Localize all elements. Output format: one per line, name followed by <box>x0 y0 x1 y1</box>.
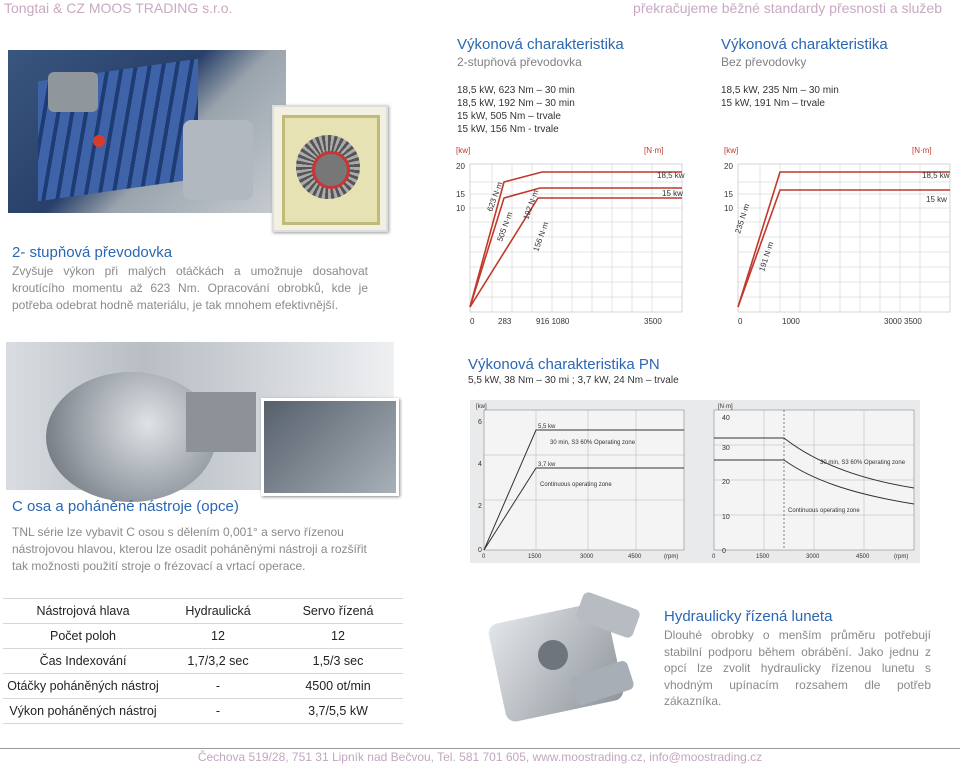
pn-power-chart <box>470 400 692 563</box>
table-cell: 12 <box>273 624 403 649</box>
table-header-row <box>3 599 403 624</box>
x-tick: 916 1080 <box>536 317 570 326</box>
zone-label: Continuous operating zone <box>540 482 612 488</box>
y-tick: 0 <box>722 548 726 555</box>
series-label: 15 kw <box>662 189 683 198</box>
chuck <box>183 120 253 200</box>
x-tick: 1000 <box>782 317 800 326</box>
series-label: 3,7 kw <box>538 462 556 468</box>
y-tick: 15 <box>456 190 465 199</box>
steady-rest-photo <box>478 592 648 724</box>
y-tick: 15 <box>724 190 733 199</box>
y-unit-left: [kw] <box>456 146 471 155</box>
nogearbox-title: Výkonová charakteristika <box>721 36 888 53</box>
nogearbox-power-chart <box>720 142 960 330</box>
spec-line: 15 kW, 191 Nm – trvale <box>721 98 825 109</box>
torque-label: 191 N·m <box>757 240 776 273</box>
spec-line: 18,5 kW, 192 Nm – 30 min <box>457 98 575 109</box>
y-tick: 40 <box>722 415 730 422</box>
series-label: 15 kw <box>926 195 947 204</box>
y-unit-right: [N·m] <box>644 146 664 155</box>
x-tick: 3000 3500 <box>884 317 922 326</box>
spec-line: 18,5 kW, 235 Nm – 30 min <box>721 85 839 96</box>
lathe-spindle-photo <box>8 50 286 213</box>
c-axis-title: C osa a poháněné nástroje (opce) <box>12 498 239 515</box>
table-header-cell: Nástrojová hlava <box>3 599 163 624</box>
spec-line: 18,5 kW, 623 Nm – 30 min <box>457 85 575 96</box>
live-tool-inset <box>261 398 399 496</box>
y-tick: 2 <box>478 503 482 510</box>
y-unit-right: [N·m] <box>912 146 932 155</box>
gearbox2-specs <box>457 84 575 136</box>
table-cell: Počet poloh <box>3 624 163 649</box>
table-cell: 4500 ot/min <box>273 674 403 699</box>
y-tick: 20 <box>722 479 730 486</box>
x-tick: 0 <box>482 554 486 560</box>
y-tick: 30 <box>722 445 730 452</box>
y-tick: 4 <box>478 461 482 468</box>
zone-label: 30 min, S3 60% Operating zone <box>550 440 636 446</box>
table-row <box>3 699 403 724</box>
x-tick: 3000 <box>806 554 820 560</box>
x-tick: 1500 <box>756 554 770 560</box>
luneta-title: Hydraulicky řízená luneta <box>664 608 833 625</box>
y-tick: 20 <box>724 162 733 171</box>
turret-photo <box>6 342 394 490</box>
header-slogan: překračujeme běžné standardy přesnosti a služeb <box>633 0 942 16</box>
pn-title: Výkonová charakteristika PN <box>468 356 660 373</box>
motor <box>48 72 98 112</box>
footer-contact: Čechova 519/28, 751 31 Lipník nad Bečvou, Tel. 581 701 605, www.moostrading.cz, info@moostrading.cz <box>197 750 763 764</box>
x-tick: 4500 <box>856 554 870 560</box>
table-header-cell: Hydraulická <box>163 599 273 624</box>
series-label: 18,5 kw <box>922 171 950 180</box>
torque-label: 192 N·m <box>521 188 541 221</box>
gear-hub <box>312 151 350 189</box>
x-tick: 0 <box>738 317 743 326</box>
y-tick: 0 <box>478 547 482 554</box>
footer-divider <box>0 748 960 749</box>
red-button <box>93 135 105 147</box>
pn-spec: 5,5 kW, 38 Nm – 30 mi ; 3,7 kW, 24 Nm – trvale <box>468 375 679 386</box>
tool-block <box>186 392 256 452</box>
series-label: 5,5 kw <box>538 424 556 430</box>
y-unit: [kw] <box>476 404 487 410</box>
zone-label: Continuous operating zone <box>788 508 860 514</box>
torque-label: 505 N·m <box>495 210 515 243</box>
table-cell: 12 <box>163 624 273 649</box>
y-unit: [N·m] <box>718 404 733 410</box>
y-tick: 10 <box>722 514 730 521</box>
nogearbox-specs <box>721 84 839 110</box>
table-cell: 1,5/3 sec <box>273 649 403 674</box>
table-cell: 1,7/3,2 sec <box>163 649 273 674</box>
pn-torque-chart <box>692 400 920 563</box>
gearbox2-subtitle: 2-stupňová převodovka <box>457 55 582 69</box>
series-label: 18,5 kw <box>657 171 685 180</box>
y-tick: 10 <box>724 204 733 213</box>
x-tick: 283 <box>498 317 512 326</box>
table-header-cell: Servo řízená <box>273 599 403 624</box>
table-cell: Otáčky poháněných nástroj <box>3 674 163 699</box>
x-tick: 3500 <box>644 317 662 326</box>
zone-label: 30 min, S3 60% Operating zone <box>820 460 906 466</box>
x-tick: 0 <box>470 317 475 326</box>
x-tick: 3000 <box>580 554 594 560</box>
gearbox-photo <box>272 105 388 232</box>
y-tick: 6 <box>478 419 482 426</box>
torque-label: 235 N·m <box>733 202 752 235</box>
turret-spec-table <box>3 598 403 724</box>
torque-label: 156 N·m <box>531 220 551 253</box>
rest-roller <box>538 640 568 670</box>
table-cell: Výkon poháněných nástroj <box>3 699 163 724</box>
x-unit: (rpm) <box>894 554 909 560</box>
spec-line: 15 kW, 505 Nm – trvale <box>457 111 561 122</box>
table-cell: - <box>163 699 273 724</box>
table-cell: - <box>163 674 273 699</box>
torque-label: 623 N·m <box>485 180 505 213</box>
table-row <box>3 624 403 649</box>
gearbox-desc-title: 2- stupňová převodovka <box>12 244 173 261</box>
c-axis-text: TNL série lze vybavit C osou s dělením 0,001° a servo řízenou nástrojovou hlavou, kterou lze osadit poháněnými nástroji a rozšířit tak možnosti použití stroje o frézovací a vrtací operace. <box>12 525 367 573</box>
y-tick: 20 <box>456 162 465 171</box>
table-row <box>3 674 403 699</box>
company-name: Tongtai & CZ MOOS TRADING s.r.o. <box>4 0 233 16</box>
spec-line: 15 kW, 156 Nm - trvale <box>457 124 559 135</box>
x-tick: 4500 <box>628 554 642 560</box>
luneta-text: Dlouhé obrobky o menším průměru potřebují stabilní podporu během obrábění. Jako jednu z opcí lze zvolit hydraulicky řízenou lunetu s vhodným upínacím rozsahem dle potřeb zákazníka. <box>664 628 931 708</box>
gearbox-desc-text: Zvyšuje výkon při malých otáčkách a umožnuje dosahovat kroutícího momentu až 623 Nm. Opracování obrobků, kde je potřeba odebrat hodně materiálu, je tak mnohem efektivnější. <box>12 264 368 312</box>
x-tick: 1500 <box>528 554 542 560</box>
gearbox2-power-chart <box>452 142 696 330</box>
table-cell: Čas Indexování <box>3 649 163 674</box>
y-unit-left: [kw] <box>724 146 739 155</box>
table-cell: 3,7/5,5 kW <box>273 699 403 724</box>
nogearbox-subtitle: Bez převodovky <box>721 55 807 69</box>
table-row <box>3 649 403 674</box>
x-tick: 0 <box>712 554 716 560</box>
y-tick: 10 <box>456 204 465 213</box>
gearbox2-title: Výkonová charakteristika <box>457 36 624 53</box>
x-unit: (rpm) <box>664 554 679 560</box>
